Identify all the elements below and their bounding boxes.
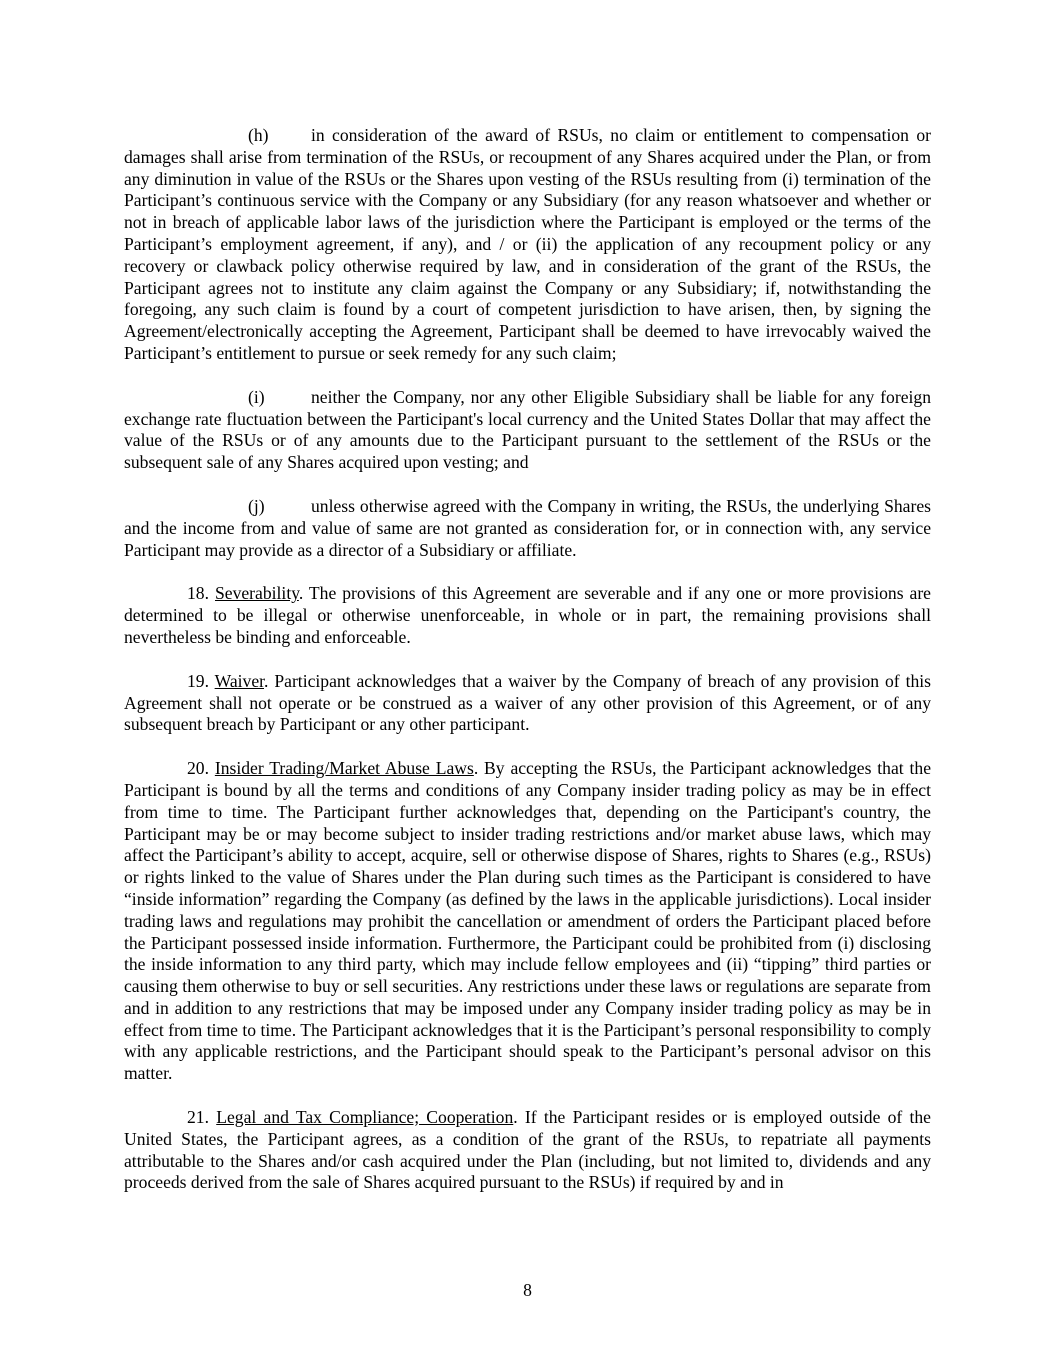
page-number: 8 <box>523 1280 532 1300</box>
section-heading: Severability <box>214 583 299 604</box>
subsection-marker: (h) <box>248 125 269 145</box>
section-20-insider-trading <box>124 758 931 1085</box>
subsection-marker: (j) <box>248 495 265 516</box>
section-text: . The provisions of this Agreement are severable and if any one or more provisions are determined to be illegal or otherwise unenforceable, in whole or in part, the remaining provisions shall nevertheless be binding and enforceable. <box>124 583 931 647</box>
section-number: 21. <box>187 1107 209 1128</box>
section-number: 19. <box>187 670 209 691</box>
subsection-text: in consideration of the award of RSUs, no claim or entitlement to compensation or damages shall arise from termination of the RSUs, or recoupment of any Shares acquired under the Plan, or from any diminution in value of the RSUs or the Shares upon vesting of the RSUs resulting from (i) termination of the Participant’s continuous service with the Company or any Subsidiary (for any reason whatsoever and whether or not in breach of applicable labor laws of the jurisdiction where the Participant is employed or the terms of the Participant’s employment agreement, if any), and / or (ii) the application of any recoupment policy or any recovery or clawback policy otherwise required by law, and in consideration of the grant of the RSUs, the Participant agrees not to institute any claim against the Company or any Subsidiary; if, notwithstanding the foregoing, any such claim is found by a court of competent jurisdiction to have arisen, then, by signing the Agreement/electronically accepting the Agreement, Participant shall be deemed to have irrevocably waived the Participant’s entitlement to pursue or seek remedy for any such claim; <box>124 125 931 363</box>
section-number: 20. <box>187 758 209 779</box>
subsection-marker: (i) <box>248 386 265 407</box>
section-19-waiver <box>124 671 931 736</box>
subsection-j <box>124 496 931 561</box>
subsection-text: neither the Company, nor any other Eligible Subsidiary shall be liable for any foreign exchange rate fluctuation between the Participant's local currency and the United States Dollar that may affect the value of the RSUs or of any amounts due to the Participant pursuant to the settlement of the RSUs or the subsequent sale of any Shares acquired upon vesting; and <box>124 386 931 473</box>
section-text: . Participant acknowledges that a waiver by the Company of breach of any provision of this Agreement shall not operate or be construed as a waiver of any other provision of this Agreement, or of any subsequent breach by Participant or any other participant. <box>124 670 931 735</box>
subsection-text: unless otherwise agreed with the Company in writing, the RSUs, the underlying Shares and the income from and value of same are not granted as consideration for, or in connection with, any service Participant may provide as a director of a Subsidiary or affiliate. <box>124 495 931 560</box>
section-21-legal-tax-compliance <box>124 1107 931 1194</box>
document-body <box>124 125 931 1216</box>
section-heading: Legal and Tax Compliance; Cooperation <box>216 1107 514 1128</box>
section-number: 18. <box>187 583 209 604</box>
subsection-i <box>124 387 931 474</box>
section-text: . If the Participant resides or is employed outside of the United States, the Participant agrees, as a condition of the grant of the RSUs, to repatriate all payments attributable to the Shares and/or cash acquired under the Plan (including, but not limited to, dividends and any proceeds derived from the sale of Shares acquired pursuant to the RSUs) if required by and in <box>124 1107 931 1193</box>
section-18-severability <box>124 583 931 648</box>
subsection-h <box>124 125 931 365</box>
section-text: . By accepting the RSUs, the Participant acknowledges that the Participant is bound by all the terms and conditions of any Company insider trading policy as may be in effect from time to time. The Participant further acknowledges that, depending on the Participant's country, the Participant may be or may become subject to insider trading restrictions and/or market abuse laws, which may affect the Participant’s ability to accept, acquire, sell or otherwise dispose of Shares, rights to Shares (e.g., RSUs) or rights linked to the value of Shares under the Plan during such times as the Participant is considered to have “inside information” regarding the Company (as defined by the laws in the applicable jurisdictions). Local insider trading laws and regulations may prohibit the cancellation or amendment of orders the Participant placed before the Participant possessed inside information. Furthermore, the Participant could be prohibited from (i) disclosing the inside information to any third party, which may include fellow employees and (ii) “tipping” third parties or causing them otherwise to buy or sell securities. Any restrictions under these laws or regulations are separate from and in addition to any restrictions that may be imposed under any Company insider trading policy as may be in effect from time to time. The Participant acknowledges that it is the Participant’s personal responsibility to comply with any applicable restrictions, and the Participant should speak to the Participant’s personal advisor on this matter. <box>124 758 932 1084</box>
section-heading: Waiver <box>214 670 265 691</box>
section-heading: Insider Trading/Market Abuse Laws <box>214 758 474 779</box>
